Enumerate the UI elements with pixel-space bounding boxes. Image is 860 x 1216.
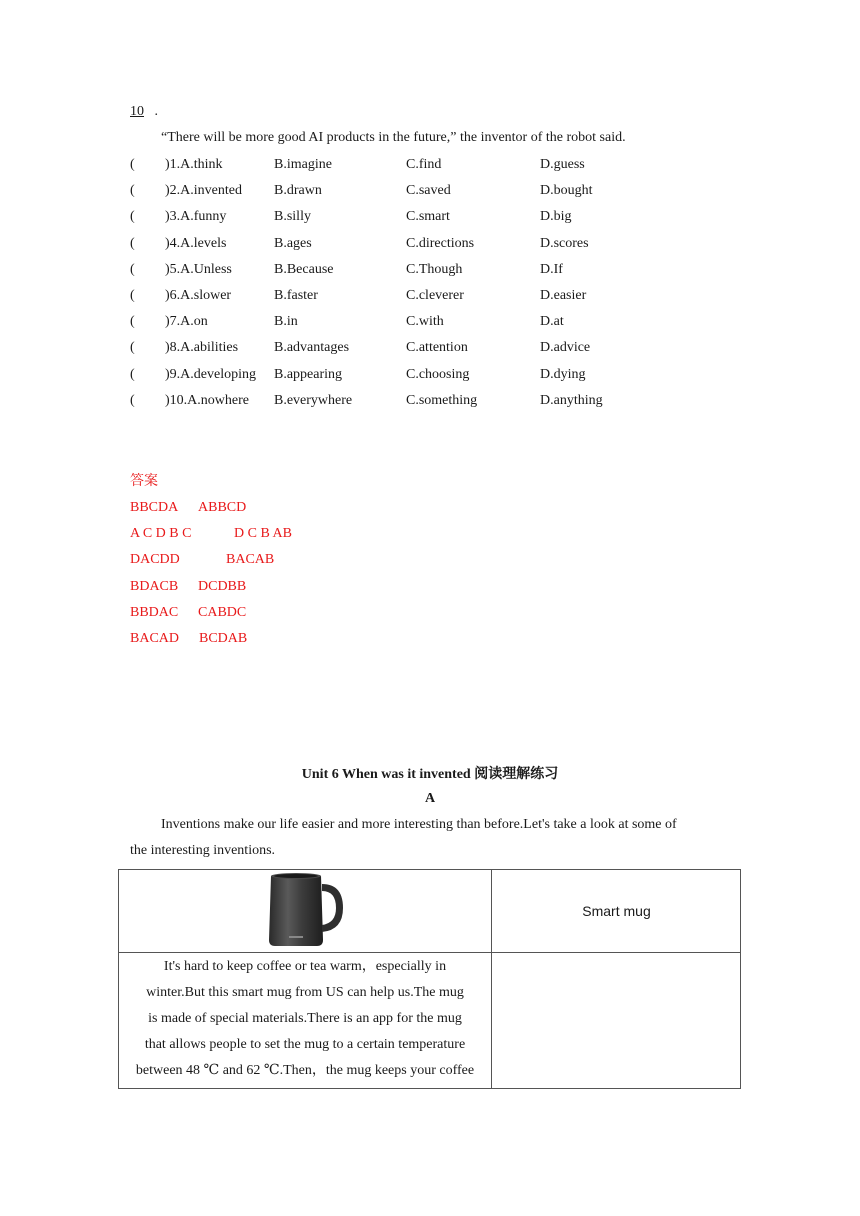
intro-line-1: Inventions make our life easier and more interesting than before.Let's take a look at some of (161, 817, 677, 832)
option-c: C.smart (406, 209, 450, 225)
option-b: B.silly (274, 209, 311, 225)
closing-sentence: “There will be more good AI products in the future,” the inventor of the robot said. (161, 130, 626, 145)
question-row (0, 288, 860, 312)
option-c: C.directions (406, 235, 475, 251)
option-a: )3.A.funny (165, 209, 227, 225)
answer-group-left: BDACB (130, 578, 179, 594)
answer-group-right: D C B AB (234, 526, 292, 542)
question-paren: ( (130, 288, 135, 303)
question-row (0, 314, 860, 338)
option-d: D.If (540, 261, 563, 277)
smart-mug-description (119, 953, 491, 1084)
question-paren: ( (130, 314, 135, 330)
unit-title: Unit 6 When was it invented 阅读理解练习 (301, 767, 559, 782)
question-row (0, 367, 860, 391)
inventions-table (118, 869, 741, 1089)
option-b: B.appearing (274, 366, 343, 382)
answer-group-left: A C D B C (130, 526, 192, 542)
question-paren: ( (130, 157, 135, 172)
answer-group-left: DACDD (130, 552, 180, 568)
blank-number: 10 (130, 104, 144, 119)
option-a: )6.A.slower (165, 288, 232, 303)
option-a: )10.A.nowhere (165, 392, 249, 408)
option-d: D.bought (540, 183, 593, 199)
description-line: that allows people to set the mug to a certain temperature (144, 1037, 466, 1052)
option-d: D.scores (540, 235, 589, 251)
option-d: D.dying (540, 366, 586, 382)
question-paren: ( (130, 340, 135, 356)
option-d: D.advice (540, 340, 591, 356)
option-b: B.drawn (274, 183, 322, 199)
answer-group-right: BACAB (226, 552, 275, 568)
option-b: B.advantages (274, 340, 350, 356)
option-d: D.anything (540, 392, 603, 408)
answer-group-left: BACAD (130, 631, 180, 646)
question-row (0, 183, 860, 207)
description-line: It's hard to keep coffee or tea warm，especially in (163, 959, 447, 974)
option-d: D.easier (540, 288, 587, 303)
description-line: between 48 ℃ and 62 ℃.Then，the mug keeps your coffee (135, 1063, 475, 1078)
option-c: C.Though (406, 261, 463, 277)
option-c: C.something (406, 392, 478, 408)
answer-group-right: DCDBB (198, 578, 247, 594)
option-c: C.attention (406, 340, 468, 356)
blank-period: . (154, 104, 158, 119)
option-a: )5.A.Unless (165, 261, 232, 277)
question-paren: ( (130, 209, 135, 225)
option-b: B.ages (274, 235, 312, 251)
answer-group-right: CABDC (198, 604, 247, 620)
option-a: )4.A.levels (165, 235, 227, 251)
option-c: C.saved (406, 183, 451, 199)
question-row (0, 393, 860, 417)
smart-mug-label: Smart mug (582, 903, 651, 919)
question-row (0, 236, 860, 260)
option-d: D.at (540, 314, 564, 330)
answer-group-left: BBDAC (130, 604, 179, 620)
option-c: C.cleverer (406, 288, 464, 303)
answers-title: 答案 (130, 473, 158, 489)
option-a: )2.A.invented (165, 183, 242, 199)
question-paren: ( (130, 366, 135, 382)
question-row (0, 209, 860, 233)
question-paren: ( (130, 392, 135, 408)
option-b: B.everywhere (274, 392, 353, 408)
description-line: winter.But this smart mug from US can help us.The mug (146, 985, 464, 1000)
answer-group-right: BCDAB (199, 631, 248, 646)
option-d: D.big (540, 209, 572, 225)
question-paren: ( (130, 183, 135, 199)
option-a: )1.A.think (165, 157, 223, 172)
option-c: C.choosing (406, 366, 470, 382)
answer-group-left: BBCDA (130, 500, 179, 515)
section-letter: A (424, 791, 436, 806)
option-d: D.guess (540, 157, 585, 172)
option-a: )8.A.abilities (165, 340, 239, 356)
option-c: C.find (406, 157, 442, 172)
option-a: )9.A.developing (165, 366, 256, 382)
option-c: C.with (406, 314, 444, 330)
option-b: B.faster (274, 288, 318, 303)
option-b: B.Because (274, 261, 334, 277)
intro-line-2: the interesting inventions. (130, 843, 276, 858)
blank-10-line (130, 104, 158, 120)
smart-mug-image (119, 870, 491, 952)
mug-image-cell (119, 870, 491, 952)
answer-group-right: ABBCD (198, 500, 247, 515)
question-row (0, 157, 860, 181)
option-b: B.in (274, 314, 298, 330)
question-paren: ( (130, 261, 135, 277)
option-b: B.imagine (274, 157, 332, 172)
question-row (0, 262, 860, 286)
option-a: )7.A.on (165, 314, 208, 330)
question-paren: ( (130, 235, 135, 251)
description-line: is made of special materials.There is an app for the mug (148, 1011, 462, 1026)
question-row (0, 340, 860, 364)
